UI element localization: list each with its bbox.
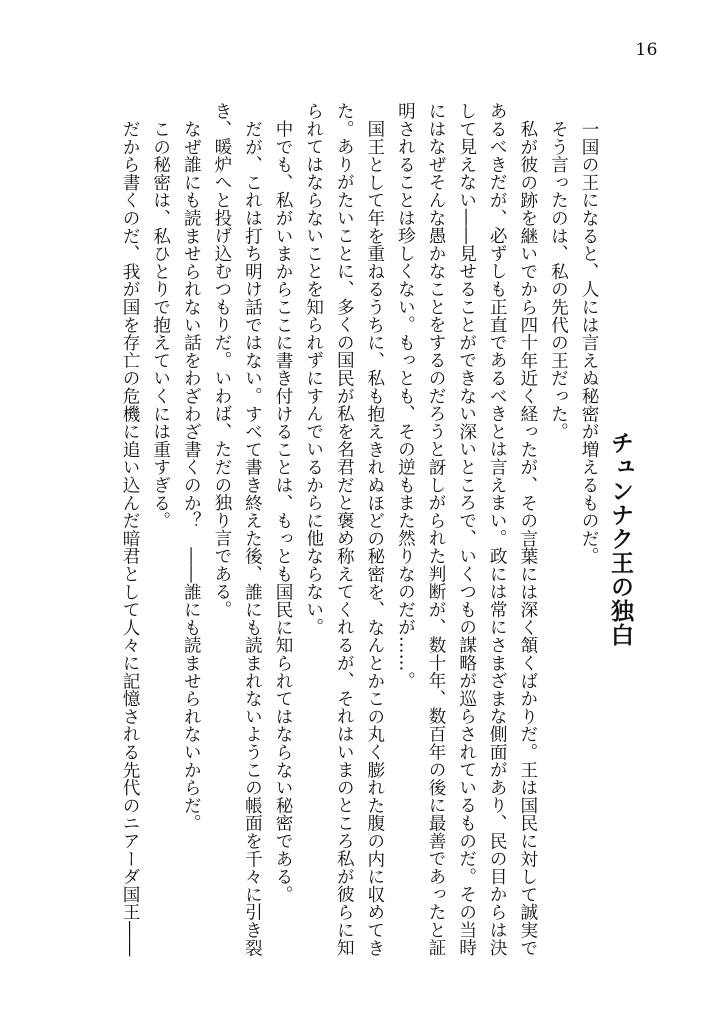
- paragraph: 私が彼の跡を継いでから四十年近く経ったが、その言葉には深く頷くばかりだ。王は国民に対して誠実であるべきだが、必ずしも正直であるべきとは言えまい。政には常にさまざまな側面があり、民の目からは決して見えない――見せることができない深いところで、いくつもの謀略が巡らされているものだ。その当時にはなぜそんな愚かなことをするのだろうと訝しがられた判断が、数十年、数百年の後に最善であったと証明されることは珍しくない。もっとも、その逆もまた然りなのだが……。: [395, 102, 538, 957]
- paragraph: 一国の王になると、人には言えぬ秘密が増えるものだ。: [579, 119, 599, 565]
- chapter-title: チュンナク王の独白: [607, 431, 634, 647]
- paragraph: なぜ誰にも読ませられない話をわざわざ書くのか？ ――誰にも読ませられないからだ。: [181, 119, 202, 832]
- paragraph: 中でも、私がいまからここに書き付けることは、もっとも国民に知られてはならない秘密である。: [273, 119, 294, 903]
- paragraph: だから書くのだ、我が国を存亡の危機に追い込んだ暗君として人々に記憶される先代のニアーダ国王――: [120, 119, 141, 957]
- page-number: 16: [635, 40, 658, 60]
- paragraph: 国王として年を重ねるうちに、私も抱えきれぬほどの秘密を、なんとかこの丸く膨れた腹の内に収めてきた。ありがたいことに、多くの国民が私を名君だと褒め称えてくれるが、それはいまのところ私が彼らに知られてはならないことを知られずにすんでいるからに他ならない。: [303, 102, 385, 957]
- body-text: [115, 102, 605, 962]
- paragraph: だが、これは打ち明け話ではない。すべて書き終えた後、誰にも読まれないようこの帳面を千々に引き裂き、暖炉へと投げ込むつもりだ。いわば、ただの独り言である。: [211, 102, 263, 957]
- paragraph: そう言ったのは、私の先代の王だった。: [548, 119, 569, 440]
- paragraph: この秘密は、私ひとりで抱えていくには重すぎる。: [150, 119, 171, 529]
